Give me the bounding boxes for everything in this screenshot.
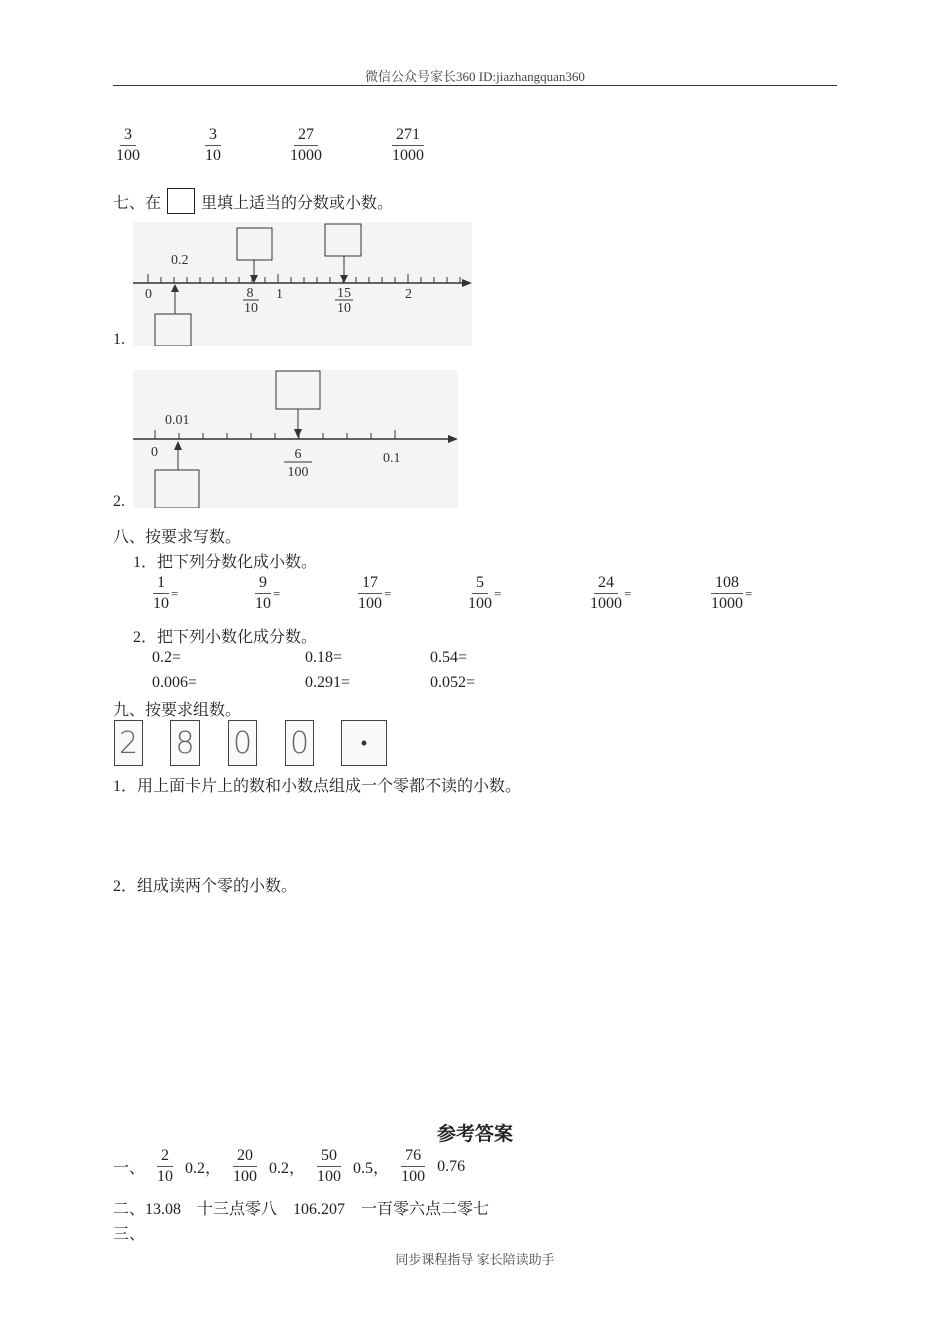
decimal-item: 0.291= [305,674,351,691]
decimal-item: 0.18= [305,649,343,666]
svg-text:100: 100 [287,465,309,480]
item-label: 1. [113,331,125,348]
answer-line-1: 一、 $\frac{2}{10}$ 0.2， $\frac{20}{100}$ 0.2， $\frac{50}{100}$ 0.5， $\frac{76}{100}$ 0.76 [113,1147,466,1185]
answer-box[interactable] [276,371,320,409]
decimal-item: 0.2= [152,649,182,666]
number-line-1 [133,222,472,346]
decimal-item: 0.54= [430,649,468,666]
question-text: 2．把下列小数化成分数。 [133,629,318,646]
section-9-title: 九、按要求组数。 [113,702,242,719]
svg-text:10: 10 [337,301,351,316]
fraction-item: $\frac{27}{1000}$ [290,126,322,164]
question-text: 1．把下列分数化成小数。 [133,554,318,571]
fraction-to-decimal-item: $\frac{1}{10}$ = [153,574,179,612]
svg-text:2: 2 [405,287,412,302]
page-footer: 同步课程指导 家长陪读助手 [395,1252,555,1267]
svg-text:0.1: 0.1 [383,451,401,466]
blank-box-icon [167,188,195,214]
fraction-item: $\frac{3}{10}$ [205,126,221,164]
fraction-to-decimal-item: $\frac{5}{100}$ = [468,574,502,612]
page-header: 微信公众号家长360 ID:jiazhangquan360 [365,69,585,84]
fraction-item: $\frac{271}{1000}$ [392,126,424,164]
answer-box[interactable] [237,228,272,260]
answer-box[interactable] [325,224,361,256]
decimal-point-card: • [341,720,387,766]
svg-text:6: 6 [294,447,302,462]
answer-line-2: 二、13.08 十三点零八 106.207 一百零六点二零七 [113,1201,490,1218]
number-card: 0 [228,720,257,766]
svg-text:0.01: 0.01 [165,413,190,428]
svg-text:0: 0 [145,287,152,302]
number-card: 0 [285,720,314,766]
fraction-to-decimal-item: $\frac{9}{10}$ = [255,574,281,612]
fraction-to-decimal-item: $\frac{108}{1000}$ = [711,574,753,612]
svg-text:15: 15 [337,286,351,301]
answer-box[interactable] [155,470,199,508]
svg-text:0: 0 [151,445,158,460]
svg-text:1: 1 [276,287,283,302]
number-card: 8 [170,720,200,766]
fraction-item: $\frac{3}{100}$ [116,126,140,164]
decimal-item: 0.006= [152,674,198,691]
svg-text:0.2: 0.2 [171,253,189,268]
question-text: 1．用上面卡片上的数和小数点组成一个零都不读的小数。 [113,778,522,795]
section-7-title: 七、在 里填上适当的分数或小数。 [113,188,393,214]
fraction-to-decimal-item: $\frac{24}{1000}$ = [590,574,632,612]
header-divider [113,85,837,86]
answer-line-3: 三、 [113,1226,146,1243]
answers-title: 参考答案 [436,1124,513,1145]
answer-box[interactable] [155,314,191,346]
fraction-to-decimal-item: $\frac{17}{100}$ = [358,574,392,612]
number-line-2 [133,370,458,508]
number-card: 2 [114,720,143,766]
svg-text:8: 8 [246,286,254,301]
question-text: 2．组成读两个零的小数。 [113,878,298,895]
section-8-title: 八、按要求写数。 [113,529,242,546]
decimal-item: 0.052= [430,674,476,691]
item-label: 2. [113,493,125,510]
svg-text:10: 10 [244,301,258,316]
